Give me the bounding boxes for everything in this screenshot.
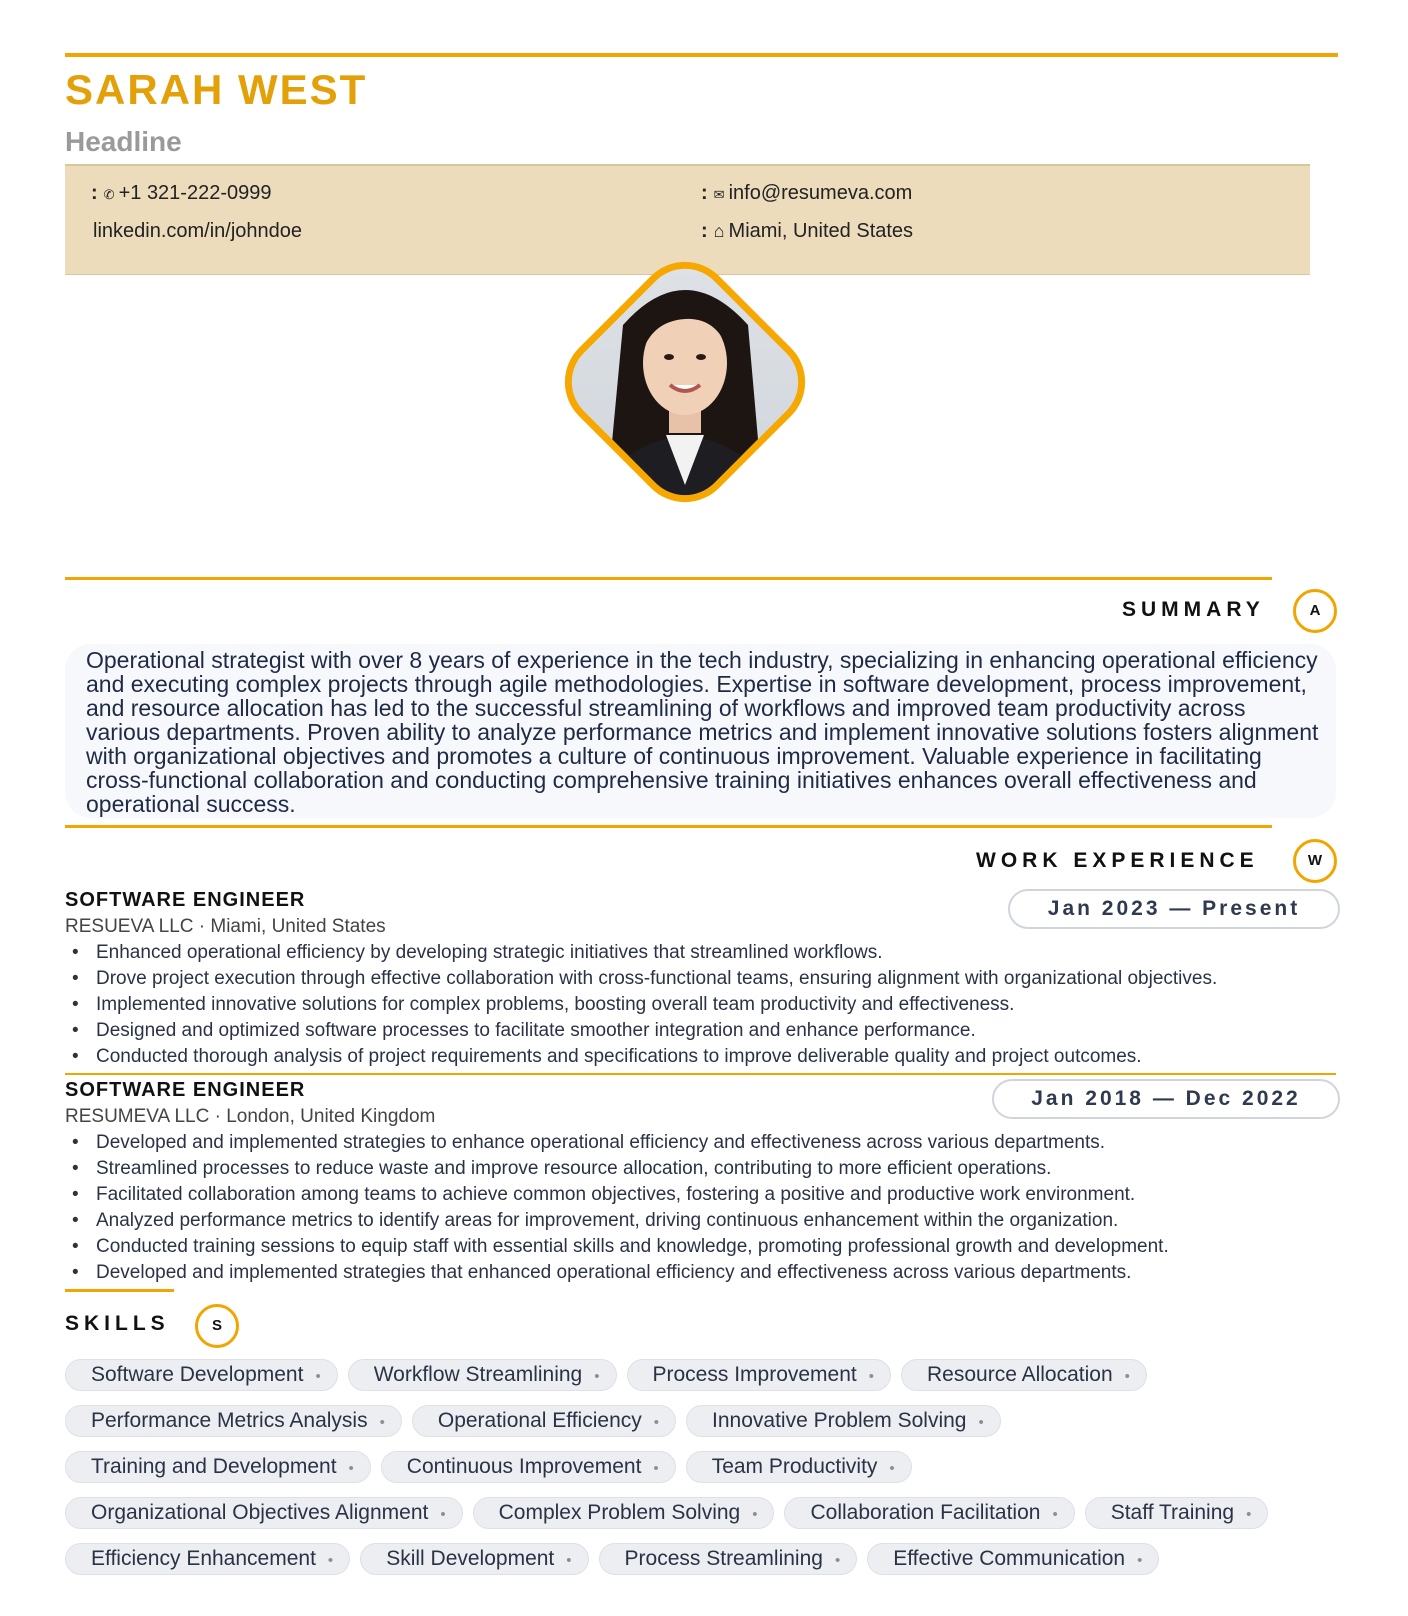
profile-photo [545,242,825,522]
skill-tag: Resource Allocation • [901,1359,1147,1391]
skills-list [65,1359,1345,1589]
list-item: • Developed and implemented strategies to enhance operational efficiency and effectiveness across various departments. [72,1130,1169,1156]
phone-text: +1 321-222-0999 [118,182,272,204]
skill-tag: Skill Development • [360,1543,588,1575]
contact-location: : ⌂ Miami, United States [701,220,914,242]
headline: Headline [65,126,182,157]
avatar [548,245,822,519]
experience-heading: WORK EXPERIENCE [976,849,1259,872]
job-title: SOFTWARE ENGINEER [65,889,306,911]
skill-tag: Team Productivity • [686,1451,912,1483]
contact-phone: : ✆ +1 321-222-0999 [91,182,272,204]
skill-row [65,1543,1345,1589]
skill-tag: Operational Efficiency • [412,1405,676,1437]
email-text[interactable]: info@resumeva.com [728,182,913,204]
skill-row [65,1359,1345,1405]
list-item: • Implemented innovative solutions for complex problems, boosting overall team productivity and effectiveness. [72,992,1217,1018]
skill-tag: Organizational Objectives Alignment • [65,1497,463,1529]
list-item: • Streamlined processes to reduce waste and improve resource allocation, contributing to more efficient operations. [72,1156,1169,1182]
skill-tag: Software Development • [65,1359,338,1391]
skills-heading: SKILLS [65,1312,170,1335]
candidate-name: SARAH WEST [65,66,368,113]
location-text: Miami, United States [728,220,914,242]
contact-email[interactable]: : ✉ info@resumeva.com [701,182,913,204]
experience-badge: W [1293,839,1337,883]
skill-tag: Staff Training • [1085,1497,1269,1529]
job-dates: Jan 2023 — Present [1008,889,1340,929]
skill-tag: Innovative Problem Solving • [686,1405,1001,1437]
list-item: • Developed and implemented strategies that enhanced operational efficiency and effectiveness across various departments. [72,1260,1169,1286]
skill-tag: Efficiency Enhancement • [65,1543,350,1575]
job-separator [65,1073,1336,1075]
list-item: • Analyzed performance metrics to identify areas for improvement, driving continuous enhancement within the organization. [72,1208,1169,1234]
summary-rule [65,577,1272,580]
list-item: • Conducted thorough analysis of project requirements and specifications to improve deliverable quality and project outcomes. [72,1044,1217,1070]
job-title: SOFTWARE ENGINEER [65,1079,306,1101]
list-item: • Conducted training sessions to equip staff with essential skills and knowledge, promoting professional growth and development. [72,1234,1169,1260]
contact-linkedin[interactable] [93,220,302,243]
experience-rule [65,825,1272,828]
job-company: RESUMEVA LLC · London, United Kingdom [65,1106,436,1127]
top-accent-rule [65,53,1338,57]
skill-tag: Process Streamlining • [599,1543,858,1575]
skill-tag: Continuous Improvement • [381,1451,676,1483]
list-item: • Facilitated collaboration among teams to achieve common objectives, fostering a positive and productive work environment. [72,1182,1169,1208]
linkedin-text[interactable]: linkedin.com/in/johndoe [93,220,303,242]
skills-rule [65,1289,174,1292]
home-icon: ⌂ [713,221,725,241]
list-item: • Enhanced operational efficiency by developing strategic initiatives that streamlined workflows. [72,940,1217,966]
job-bullets [72,1130,1169,1286]
skill-row [65,1497,1345,1543]
envelope-icon: ✉ [713,187,725,202]
summary-heading: SUMMARY [1122,598,1265,621]
list-item: • Designed and optimized software processes to facilitate smoother integration and enhance performance. [72,1018,1217,1044]
summary-badge: A [1293,589,1337,633]
skill-row [65,1405,1345,1451]
phone-icon: ✆ [103,187,115,202]
summary-text: Operational strategist with over 8 years of experience in the tech industry, specializing in enhancing operational efficiency and executing complex projects through agile methodologies. Expertise in software development, process improvement, and resource allocation has led to the successful streamlining of workflows and improved team productivity across various departments. Proven ability to analyze performance metrics and implement innovative solutions fosters alignment with organizational objectives and promotes a culture of continuous improvement. Valuable experience in facilitating cross-functional collaboration and conducting comprehensive training initiatives enhances overall effectiveness and operational success. [86,647,1319,817]
skill-tag: Workflow Streamlining • [348,1359,617,1391]
skill-tag: Training and Development • [65,1451,371,1483]
skill-tag: Process Improvement • [627,1359,892,1391]
job-dates: Jan 2018 — Dec 2022 [992,1079,1340,1119]
job-company: RESUEVA LLC · Miami, United States [65,916,386,937]
skills-badge: S [195,1304,239,1348]
portrait-graphic [548,245,822,519]
skill-tag: Collaboration Facilitation • [784,1497,1074,1529]
list-item: • Drove project execution through effective collaboration with cross-functional teams, ensuring alignment with organizational objectives. [72,966,1217,992]
skill-tag: Performance Metrics Analysis • [65,1405,402,1437]
job-bullets [72,940,1217,1070]
skill-row [65,1451,1345,1497]
skill-tag: Complex Problem Solving • [473,1497,775,1529]
skill-tag: Effective Communication • [867,1543,1159,1575]
